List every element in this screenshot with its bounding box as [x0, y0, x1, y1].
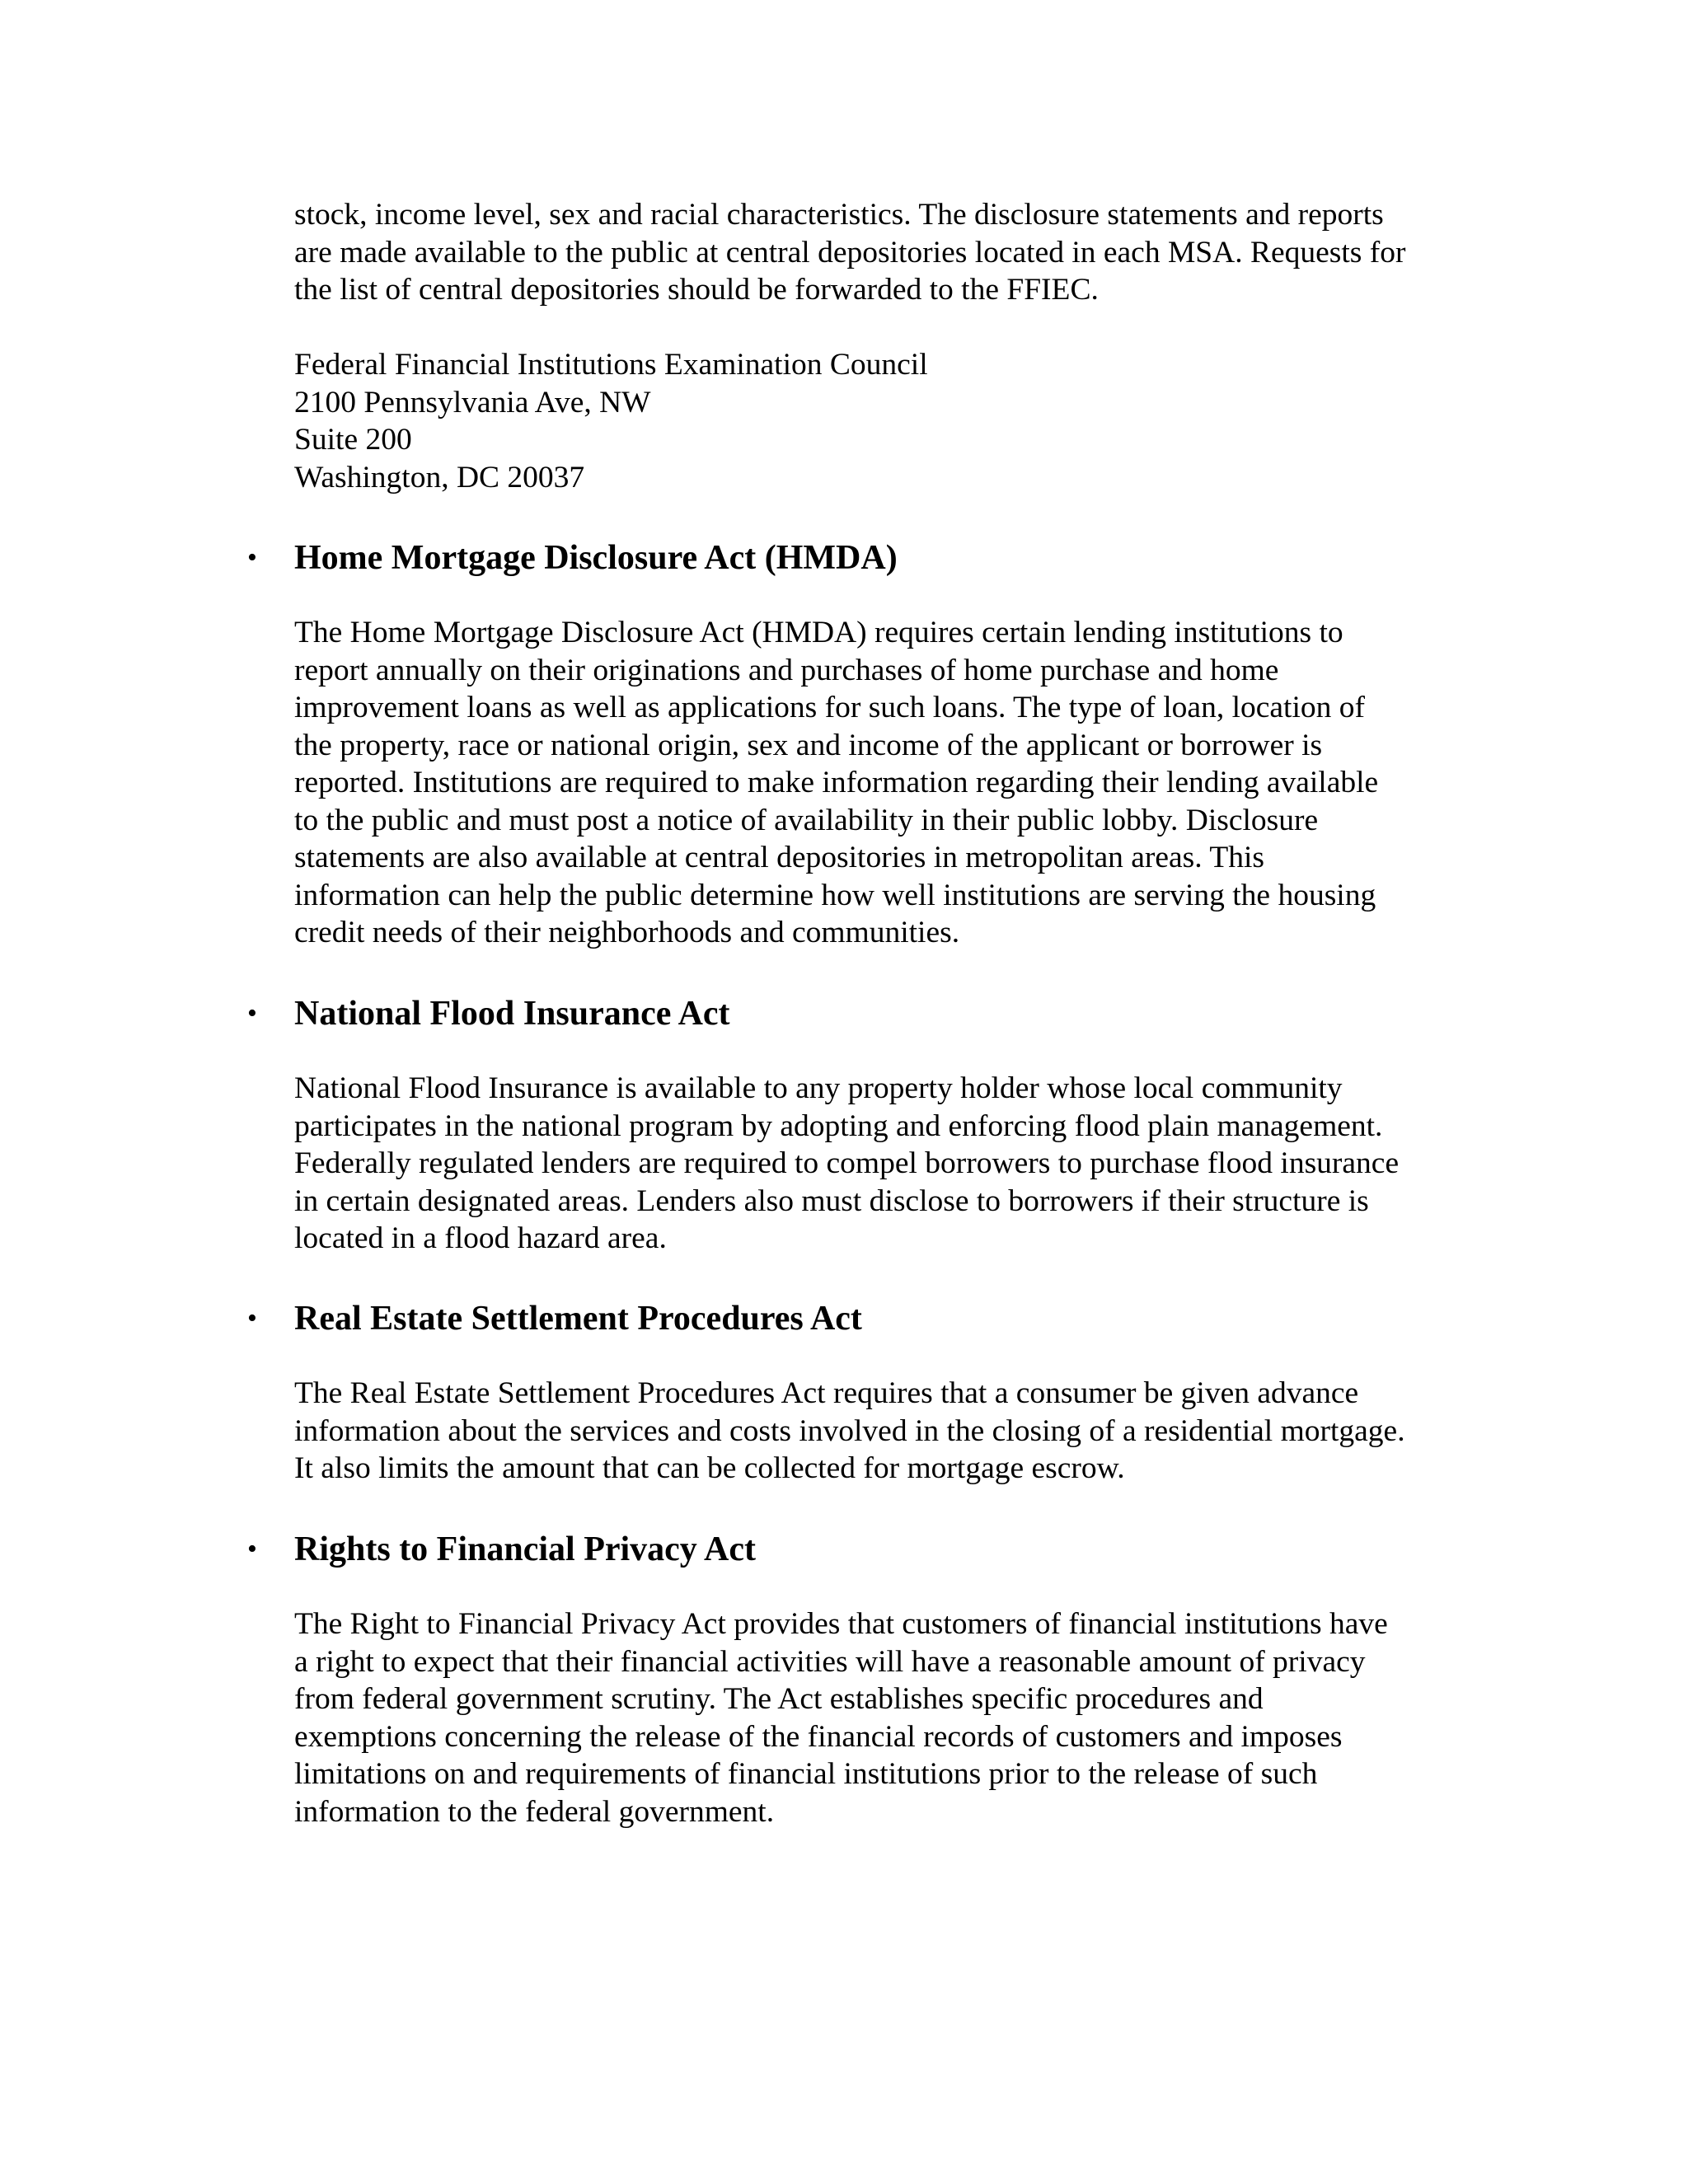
body-line: Federally regulated lenders are required to compel borrowers to purchase flood insurance [294, 1146, 1400, 1180]
bullet-icon: • [247, 542, 257, 573]
body-line: located in a flood hazard area. [294, 1221, 667, 1255]
address-line: Washington, DC 20037 [294, 460, 585, 494]
bullet-icon: • [247, 1534, 257, 1564]
body-line: to the public and must post a notice of availability in their public lobby. Disclosure [294, 803, 1319, 837]
intro-paragraph [294, 196, 1498, 309]
address-line: 2100 Pennsylvania Ave, NW [294, 385, 651, 419]
section-body-flood [294, 1070, 1498, 1258]
body-line: from federal government scrutiny. The Act establishes specific procedures and [294, 1682, 1264, 1716]
body-line: credit needs of their neighborhoods and communities. [294, 916, 960, 949]
section-body-hmda [294, 614, 1498, 952]
body-line: information about the services and costs involved in the closing of a residential mortgage. [294, 1413, 1405, 1448]
body-line: limitations on and requirements of financial institutions prior to the release of such [294, 1757, 1318, 1791]
body-line: a right to expect that their financial activities will have a reasonable amount of privacy [294, 1644, 1366, 1679]
section-heading-respa: Real Estate Settlement Procedures Act [294, 1300, 862, 1338]
body-line: The Right to Financial Privacy Act provides that customers of financial institutions have [294, 1607, 1388, 1641]
body-line: exemptions concerning the release of the financial records of customers and imposes [294, 1719, 1343, 1754]
section-heading-privacy: Rights to Financial Privacy Act [294, 1530, 756, 1568]
address-line: Federal Financial Institutions Examination Council [294, 348, 928, 382]
body-line: The Real Estate Settlement Procedures Act requires that a consumer be given advance [294, 1376, 1359, 1410]
body-line: in certain designated areas. Lenders also must disclose to borrowers if their structure is [294, 1183, 1369, 1218]
body-line: statements are also available at central depositories in metropolitan areas. This [294, 841, 1265, 874]
body-line: improvement loans as well as applications for such loans. The type of loan, location of [294, 691, 1365, 724]
bullet-icon: • [247, 1303, 257, 1333]
body-line: It also limits the amount that can be collected for mortgage escrow. [294, 1451, 1125, 1485]
section-heading-flood: National Flood Insurance Act [294, 995, 730, 1033]
body-line: National Flood Insurance is available to any property holder whose local community [294, 1071, 1343, 1105]
address-block [294, 346, 1498, 496]
section-body-respa [294, 1375, 1498, 1488]
bullet-icon: • [247, 998, 257, 1029]
body-line: information to the federal government. [294, 1794, 775, 1829]
body-line: The Home Mortgage Disclosure Act (HMDA) requires certain lending institutions to [294, 616, 1343, 649]
intro-line: stock, income level, sex and racial characteristics. The disclosure statements and reports [294, 198, 1384, 232]
section-body-privacy [294, 1605, 1498, 1830]
intro-line: the list of central depositories should be forwarded to the FFIEC. [294, 273, 1099, 307]
address-line: Suite 200 [294, 423, 412, 457]
intro-line: are made available to the public at central depositories located in each MSA. Requests for [294, 235, 1406, 269]
body-line: information can help the public determine how well institutions are serving the housing [294, 878, 1376, 912]
body-line: participates in the national program by adopting and enforcing flood plain management. [294, 1108, 1383, 1143]
section-heading-hmda: Home Mortgage Disclosure Act (HMDA) [294, 539, 898, 577]
body-line: reported. Institutions are required to make information regarding their lending available [294, 766, 1379, 799]
body-line: report annually on their originations and purchases of home purchase and home [294, 653, 1279, 687]
body-line: the property, race or national origin, sex and income of the applicant or borrower is [294, 728, 1323, 762]
